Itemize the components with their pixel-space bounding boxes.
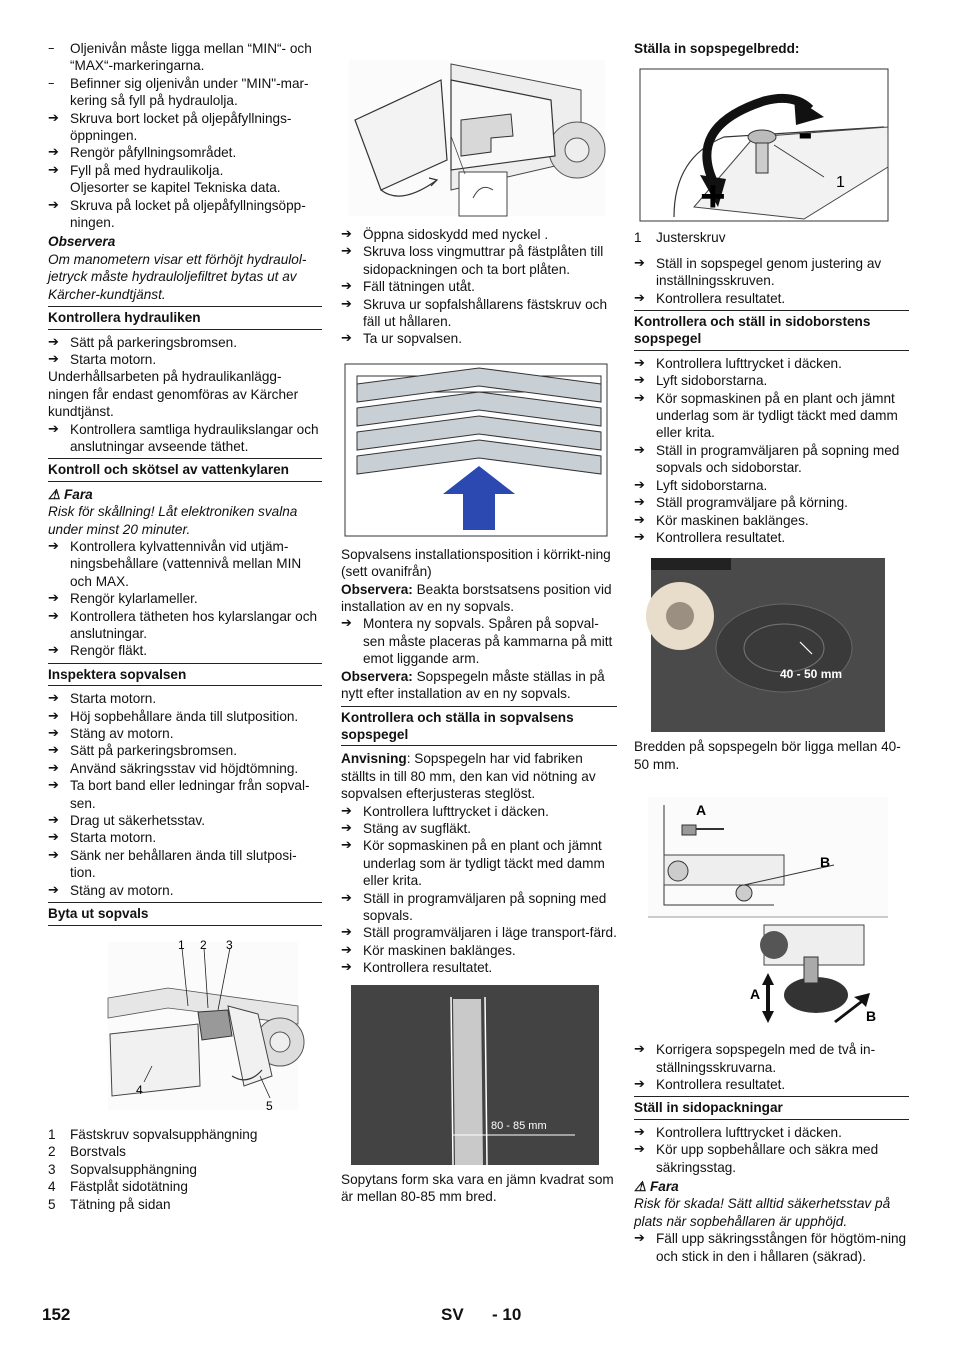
- roller-replacement-figure: [48, 936, 322, 1116]
- arrow-icon: ➔: [634, 355, 645, 371]
- step: ➔ Kör upp sopbehållare och säkra med säkringsstag.: [634, 1142, 879, 1175]
- arrow-icon: ➔: [634, 390, 645, 406]
- warning-title: ⚠ Fara: [634, 1178, 679, 1194]
- step: ➔ Kör sopmaskinen på en plant och jämnt underlag som är tydligt täckt med damm eller krita.: [634, 390, 898, 441]
- list-item: – Oljenivån måste ligga mellan “MIN“- och “MAX“-markeringarna.: [48, 41, 312, 74]
- warning-text: Risk för skållning! Låt elektroniken svalna under minst 20 minuter.: [48, 504, 298, 537]
- step: ➔ Kontrollera tätheten hos kylarslangar och anslutningar.: [48, 608, 318, 641]
- column-3: [634, 40, 909, 1265]
- arrow-icon: ➔: [634, 1042, 645, 1058]
- list-item: ➔ Skruva på locket på oljepåfyllningsöpp-ningen.: [48, 197, 306, 231]
- step: ➔ Skruva loss vingmuttrar på fästplåten till sidopackningen och ta bort plåten.: [341, 244, 604, 277]
- list-item: – Befinner sig oljenivån under "MIN"-mar-kering så fyll på hydraulolja.: [48, 75, 309, 109]
- page-sub-number: - 10: [492, 1305, 522, 1324]
- arrow-icon: ➔: [634, 477, 645, 493]
- instruction-paragraph: Anvisning: Sopspegeln har vid fabriken ställts in till 80 mm, den kan vid nötning av sopvalsen efterjusteras steglöst.: [341, 751, 596, 802]
- legend-item: 3 Sopvalsupphängning: [48, 1161, 197, 1177]
- side-brush-photo: [634, 556, 909, 734]
- step: ➔ Öppna sidoskydd med nyckel .: [341, 227, 549, 242]
- step: ➔ Sänk ner behållaren ända till slutposi-tion.: [48, 847, 297, 881]
- legend-item: 4 Fästplåt sidotätning: [48, 1179, 188, 1195]
- step: ➔ Sätt på parkeringsbromsen.: [48, 743, 237, 759]
- section-title: Ställ in sidopackningar: [634, 1096, 909, 1119]
- step: ➔ Kontrollera kylvattennivån vid utjäm-ningsbehållare (vattennivå mellan MIN och MAX.: [48, 538, 302, 589]
- legend-item: 2 Borstvals: [48, 1144, 126, 1160]
- warning-text: Risk för skada! Sätt alltid säkerhetsstav på plats när sopbehållaren är upphöjd.: [634, 1196, 891, 1229]
- step: ➔ Använd säkringsstav vid höjdtömning.: [48, 760, 299, 776]
- note-title: Observera: [48, 234, 116, 250]
- step: ➔ Kontrollera samtliga hydraulikslangar och anslutningar avseende täthet.: [48, 421, 319, 454]
- section-title: Kontrollera och ställ in sidoborstens sopspegel: [634, 310, 909, 351]
- minus-label: -: [798, 108, 813, 158]
- arrow-icon: ➔: [341, 331, 352, 347]
- arrow-icon: ➔: [341, 227, 352, 242]
- step: ➔ Höj sopbehållare ända till slutposition.: [48, 708, 299, 724]
- step: ➔ Ställ in sopspegel genom justering av inställningsskruven.: [634, 255, 882, 289]
- arrow-icon: ➔: [48, 538, 59, 554]
- warning-icon: ⚠: [48, 486, 61, 502]
- step: ➔ Lyft sidoborstarna.: [634, 477, 768, 493]
- arrow-icon: ➔: [634, 290, 645, 306]
- figure-caption: Bredden på sopspegeln bör ligga mellan 40-50 mm.: [634, 739, 901, 772]
- arrow-icon: ➔: [48, 421, 59, 437]
- list-item: ➔ Rengör påfyllningsområdet.: [48, 145, 237, 161]
- step: ➔ Kontrollera resultatet.: [634, 1076, 786, 1092]
- arrow-icon: ➔: [341, 838, 352, 854]
- arrow-icon: ➔: [48, 726, 59, 742]
- section-title: Kontrollera hydrauliken: [48, 306, 322, 329]
- step: ➔ Kontrollera lufttrycket i däcken.: [634, 1124, 842, 1140]
- step: ➔ Kontrollera lufttrycket i däcken.: [634, 355, 842, 371]
- arrow-icon: ➔: [341, 960, 352, 976]
- arrow-icon: ➔: [341, 296, 352, 312]
- legend-item: 1 Justerskruv: [634, 230, 726, 246]
- arrow-icon: ➔: [48, 847, 59, 863]
- arrow-icon: ➔: [341, 925, 352, 941]
- arrow-icon: ➔: [634, 1231, 645, 1247]
- column-2: [341, 40, 617, 1205]
- page-number: 152: [42, 1305, 71, 1324]
- sweep-pattern-photo: [341, 983, 617, 1167]
- step: ➔ Lyft sidoborstarna.: [634, 373, 768, 389]
- label-b-bottom: B: [866, 1008, 877, 1025]
- legend-item: 5 Tätning på sidan: [48, 1196, 171, 1212]
- step: ➔ Kör maskinen baklänges.: [341, 942, 516, 958]
- arrow-icon: ➔: [48, 708, 59, 724]
- figure-label-1: 1: [178, 937, 185, 952]
- note-paragraph: Observera: Sopspegeln måste ställas in på nytt efter installation av en ny sopvals.: [341, 668, 605, 702]
- column-1: [48, 40, 322, 1213]
- section-title: Kontrollera och ställa in sopvalsens sopspegel: [341, 706, 617, 747]
- arrow-icon: ➔: [341, 244, 352, 260]
- warning-title: ⚠ Fara: [48, 486, 93, 502]
- step: ➔ Kontrollera resultatet.: [634, 529, 786, 545]
- arrow-icon: ➔: [634, 442, 645, 458]
- step: ➔ Starta motorn.: [48, 691, 157, 707]
- arrow-icon: ➔: [341, 820, 352, 836]
- paragraph: Underhållsarbeten på hydraulikanlägg-ningen får endast genomföras av Kärcher kundtjänst.: [48, 369, 299, 420]
- section-title: Ställa in sopspegelbredd:: [634, 41, 800, 56]
- arrow-icon: ➔: [634, 495, 645, 511]
- label-a-bottom: A: [750, 986, 761, 1003]
- step: ➔ Ta bort band eller ledningar från sopval-sen.: [48, 778, 310, 811]
- arrow-icon: ➔: [48, 760, 59, 776]
- intro-list: [48, 40, 322, 231]
- figure-label-1: 1: [836, 174, 845, 192]
- step: ➔ Montera ny sopvals. Spåren på sopval-sen måste placeras på kammarna på mitt emot liggande arm.: [341, 616, 613, 667]
- step: ➔ Ställ programväljare på körning.: [634, 495, 848, 511]
- label-b-top: B: [820, 854, 831, 871]
- step: ➔ Ställ in programväljaren på sopning med sopvals och sidoborstar.: [634, 442, 900, 476]
- spacer: [634, 247, 909, 255]
- arrow-icon: ➔: [48, 882, 59, 898]
- arrow-icon: ➔: [48, 351, 59, 367]
- step: ➔ Fäll tätningen utåt.: [341, 279, 475, 295]
- photo-label: 40 - 50 mm: [780, 667, 843, 682]
- arrow-icon: ➔: [48, 591, 59, 607]
- roller-position-diagram: [341, 362, 617, 540]
- arrow-icon: ➔: [634, 1076, 645, 1092]
- arrow-icon: ➔: [634, 1142, 645, 1158]
- section-title: Kontroll och skötsel av vattenkylaren: [48, 458, 322, 481]
- step: ➔ Kontrollera lufttrycket i däcken.: [341, 803, 549, 819]
- arrow-icon: ➔: [48, 334, 59, 350]
- step: ➔ Fäll upp säkringsstången för högtöm-ning och stick in den i hållaren (säkrad).: [634, 1231, 907, 1264]
- arrow-icon: ➔: [48, 813, 59, 829]
- side-brush-adjust-figure: [634, 785, 909, 1037]
- arrow-icon: ➔: [48, 608, 59, 624]
- step: ➔ Ta ur sopvalsen.: [341, 331, 462, 347]
- step: ➔ Kontrollera resultatet.: [341, 960, 493, 976]
- note-paragraph: Observera: Beakta borstsatsens position vid installation av en ny sopvals.: [341, 581, 612, 615]
- arrow-icon: ➔: [634, 512, 645, 528]
- arrow-icon: ➔: [48, 743, 59, 759]
- step: ➔ Starta motorn.: [48, 830, 157, 846]
- figure-legend: [48, 1126, 322, 1213]
- figure-caption: Sopytans form ska vara en jämn kvadrat som är mellan 80-85 mm bred.: [341, 1171, 614, 1204]
- step: ➔ Rengör fläkt.: [48, 643, 148, 659]
- figure-label-4: 4: [136, 1082, 143, 1097]
- step: ➔ Kontrollera resultatet.: [634, 290, 786, 306]
- adjust-screw-figure: [634, 67, 909, 225]
- figure-label-2: 2: [200, 937, 207, 952]
- arrow-icon: ➔: [341, 803, 352, 819]
- figure-label-3: 3: [226, 937, 233, 952]
- plus-label: +: [700, 172, 726, 222]
- step: ➔ Starta motorn.: [48, 351, 157, 367]
- arrow-icon: ➔: [48, 691, 59, 707]
- step: ➔ Stäng av motorn.: [48, 882, 174, 898]
- arrow-icon: ➔: [48, 643, 59, 659]
- list-item: ➔ Skruva bort locket på oljepåfyllnings-öppningen.: [48, 110, 292, 144]
- step: ➔ Ställ programväljaren i läge transport-färd.: [341, 925, 617, 941]
- step: ➔ Korrigera sopspegeln med de två in-ställningsskruvarna.: [634, 1042, 876, 1075]
- side-cover-figure: [341, 40, 617, 220]
- step: ➔ Kör sopmaskinen på en plant och jämnt underlag som är tydligt täckt med damm eller krita.: [341, 838, 605, 889]
- step: ➔ Sätt på parkeringsbromsen.: [48, 334, 237, 350]
- step: ➔ Kör maskinen baklänges.: [634, 512, 809, 528]
- photo-label: 80 - 85 mm: [491, 1119, 547, 1132]
- step: ➔ Ställ in programväljaren på sopning med sopvals.: [341, 890, 607, 923]
- step: ➔ Stäng av sugfläkt.: [341, 820, 472, 836]
- warning-icon: ⚠: [634, 1178, 647, 1194]
- step: ➔ Drag ut säkerhetsstav.: [48, 813, 205, 829]
- note-text: Om manometern visar ett förhöjt hydraulol-jetryck måste hydrauloljefiltret bytas ut av Kärcher-kundtjänst.: [48, 251, 307, 302]
- arrow-icon: ➔: [48, 830, 59, 846]
- arrow-icon: ➔: [341, 616, 352, 632]
- figure-caption: Sopvalsens installationsposition i körrikt-ning (sett ovanifrån): [341, 546, 611, 580]
- arrow-icon: ➔: [634, 529, 645, 545]
- list-item: Oljesorter se kapitel Tekniska data.: [70, 180, 281, 196]
- label-a-top: A: [696, 802, 707, 819]
- figure-label-5: 5: [266, 1098, 273, 1113]
- arrow-icon: ➔: [634, 255, 645, 271]
- step: ➔ Rengör kylarlameller.: [48, 591, 198, 607]
- section-title: Byta ut sopvals: [48, 902, 322, 925]
- list-item: ➔ Fyll på med hydraulikolja.: [48, 162, 224, 178]
- arrow-icon: ➔: [341, 279, 352, 295]
- arrow-icon: ➔: [341, 890, 352, 906]
- language-code: SV: [441, 1305, 464, 1324]
- step: ➔ Skruva ur sopfalshållarens fästskruv och fäll ut hållaren.: [341, 296, 608, 330]
- arrow-icon: ➔: [48, 778, 59, 794]
- section-title: Inspektera sopvalsen: [48, 663, 322, 686]
- arrow-icon: ➔: [634, 373, 645, 389]
- arrow-icon: ➔: [634, 1124, 645, 1140]
- arrow-icon: ➔: [341, 942, 352, 958]
- step: ➔ Stäng av motorn.: [48, 726, 174, 742]
- legend-item: 1 Fästskruv sopvalsupphängning: [48, 1126, 258, 1142]
